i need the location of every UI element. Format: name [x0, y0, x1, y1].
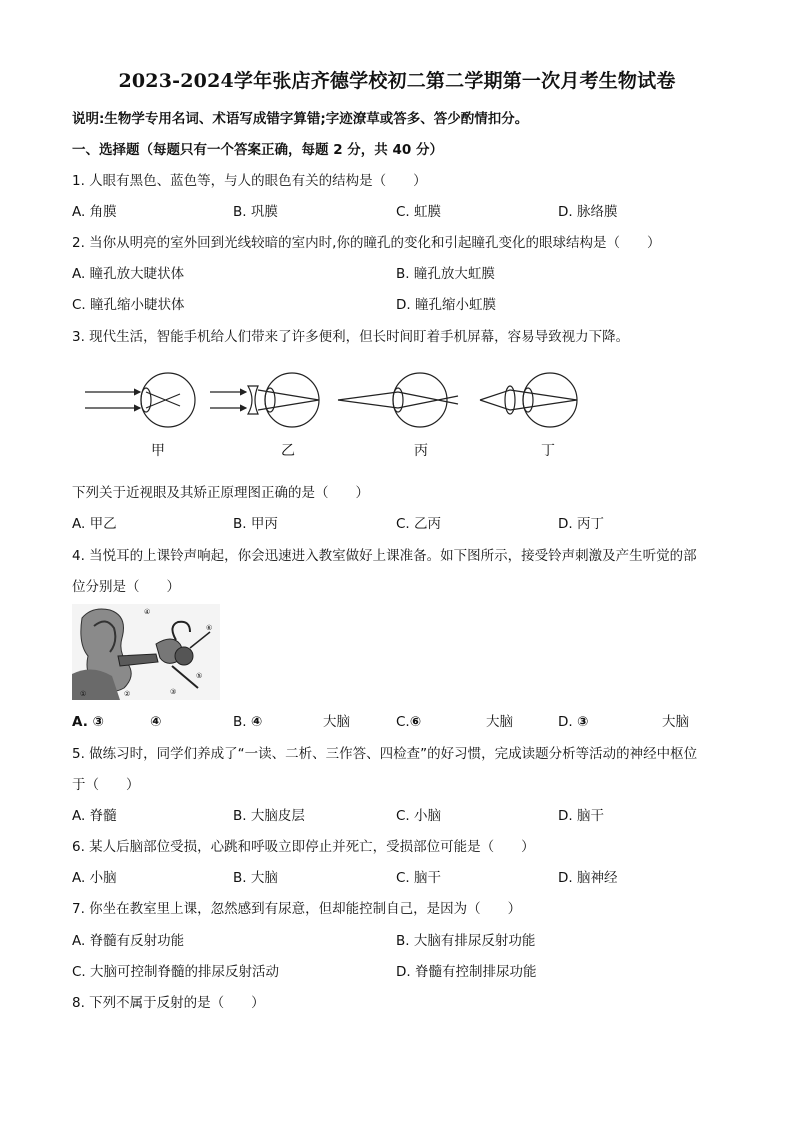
- ear-label-3: ③: [170, 688, 177, 696]
- q6-option-c: C. 脑干: [396, 870, 442, 886]
- q4-option-b-letter: B. ④: [233, 714, 263, 730]
- q2-option-b: B. 瞳孔放大虹膜: [396, 266, 495, 282]
- q7-option-b: B. 大脑有排尿反射功能: [396, 933, 536, 949]
- q4-option-c-letter: C.⑥: [396, 714, 422, 730]
- q2-option-a: A. 瞳孔放大睫状体: [72, 266, 185, 282]
- q5-option-c: C. 小脑: [396, 808, 442, 824]
- q4-option-d-second: 大脑: [662, 714, 689, 730]
- q3-option-d: D. 丙丁: [558, 516, 604, 532]
- q6-option-a: A. 小脑: [72, 870, 117, 886]
- q1-option-b: B. 巩膜: [233, 204, 278, 220]
- eye-diagram-bing: [338, 373, 458, 427]
- question-3-stem-2: 下列关于近视眼及其矫正原理图正确的是（ ）: [72, 485, 369, 501]
- eye-diagram-ding: [480, 373, 577, 427]
- q3-option-b: B. 甲丙: [233, 516, 278, 532]
- question-2-stem: 2. 当你从明亮的室外回到光线较暗的室内时,你的瞳孔的变化和引起瞳孔变化的眼球结构是（ ）: [72, 235, 661, 251]
- q2-option-d: D. 瞳孔缩小虹膜: [396, 297, 496, 313]
- question-3-stem: 3. 现代生活，智能手机给人们带来了许多便利，但长时间盯着手机屏幕，容易导致视力下降。: [72, 329, 630, 345]
- q1-option-c: C. 虹膜: [396, 204, 442, 220]
- q6-option-d: D. 脑神经: [558, 870, 618, 886]
- figure-label-yi: 乙: [281, 443, 295, 459]
- question-4-stem-cont: 位分别是（ ）: [72, 579, 180, 595]
- q4-option-c-second: 大脑: [486, 714, 513, 730]
- figure-label-bing: 丙: [414, 443, 428, 459]
- eye-diagram-yi: [210, 373, 319, 427]
- ear-label-5: ⑤: [196, 672, 203, 680]
- q7-option-a: A. 脊髓有反射功能: [72, 933, 185, 949]
- figure-label-jia: 甲: [151, 443, 165, 459]
- q6-option-b: B. 大脑: [233, 870, 278, 886]
- question-8-stem: 8. 下列不属于反射的是（ ）: [72, 995, 265, 1011]
- ear-label-6: ⑥: [206, 624, 213, 632]
- q3-option-a: A. 甲乙: [72, 516, 117, 532]
- ear-label-4: ④: [144, 608, 151, 616]
- question-7-stem: 7. 你坐在教室里上课，忽然感到有尿意，但却能控制自己，是因为（ ）: [72, 901, 522, 917]
- ear-label-1: ①: [80, 690, 87, 698]
- question-5-stem: 5. 做练习时，同学们养成了“一读、二析、三作答、四检查”的好习惯，完成读题分析等活动的神经中枢位: [72, 746, 698, 762]
- q7-option-d: D. 脊髓有控制排尿功能: [396, 964, 537, 980]
- q4-option-b-second: 大脑: [323, 714, 350, 730]
- q5-option-b: B. 大脑皮层: [233, 808, 305, 824]
- q3-option-c: C. 乙丙: [396, 516, 442, 532]
- exam-note: 说明:生物学专用名词、术语写成错字算错;字迹潦草或答多、答少酌情扣分。: [72, 111, 529, 127]
- question-5-stem-cont: 于（ ）: [72, 777, 140, 793]
- q1-option-d: D. 脉络膜: [558, 204, 618, 220]
- q4-option-a-second: ④: [150, 714, 162, 730]
- q4-option-a-letter: A. ③: [72, 714, 104, 730]
- eye-diagram-jia: [85, 373, 195, 427]
- q5-option-d: D. 脑干: [558, 808, 604, 824]
- section-heading: 一、选择题（每题只有一个答案正确，每题 2 分，共 40 分）: [72, 142, 443, 158]
- exam-title: 2023-2024学年张店齐德学校初二第二学期第一次月考生物试卷: [118, 70, 676, 92]
- q1-option-a: A. 角膜: [72, 204, 117, 220]
- question-6-stem: 6. 某人后脑部位受损，心跳和呼吸立即停止并死亡，受损部位可能是（ ）: [72, 839, 535, 855]
- q7-option-c: C. 大脑可控制脊髓的排尿反射活动: [72, 964, 280, 980]
- q5-option-a: A. 脊髓: [72, 808, 117, 824]
- figure-label-ding: 丁: [541, 443, 555, 459]
- q4-option-d-letter: D. ③: [558, 714, 589, 730]
- question-4-stem: 4. 当悦耳的上课铃声响起，你会迅速进入教室做好上课准备。如下图所示，接受铃声刺激及产生听觉的部: [72, 548, 697, 564]
- ear-label-2: ②: [124, 690, 131, 698]
- q2-option-c: C. 瞳孔缩小睫状体: [72, 297, 185, 313]
- ear-diagram-figure: [72, 604, 220, 700]
- question-1-stem: 1. 人眼有黑色、蓝色等，与人的眼色有关的结构是（ ）: [72, 173, 427, 189]
